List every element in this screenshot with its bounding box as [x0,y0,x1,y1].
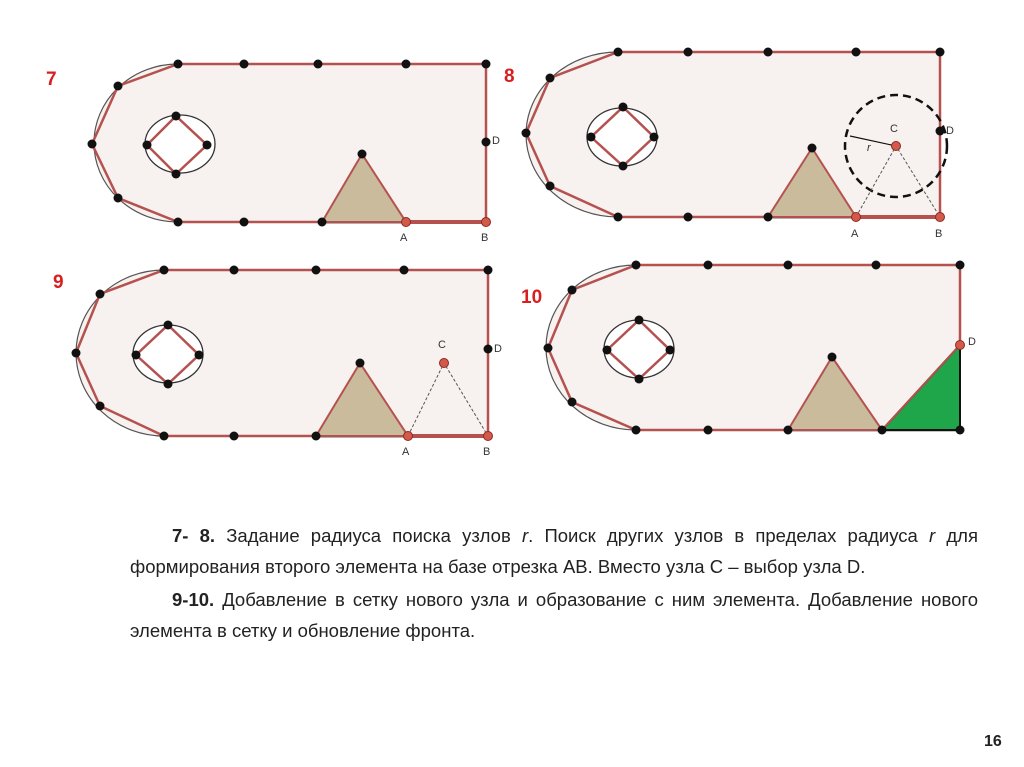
caption-p1-number: 7- 8. [172,525,216,546]
panel-7 [46,60,500,245]
panel-10 [521,261,976,435]
panel-8-node-c [892,142,901,151]
panel-9-label-a: A [402,446,410,458]
caption-p1-text-b: . Поиск других узлов в пределах радиуса [528,525,930,546]
panel-9 [53,266,502,459]
caption-p1-text-c: для формирования второго элемента на базе отрезка AB. Вместо узла C – выбор узла D. [130,525,978,577]
panel-8-number: 8 [504,66,515,87]
panel-9-label-d: D [494,343,502,355]
panel-9-number: 9 [53,272,64,293]
caption-p2-number: 9-10. [172,589,215,610]
panel-10-node-d [956,341,965,350]
panel-10-hole-circle [604,320,674,378]
caption [130,520,978,648]
panel-8-hole-circle [587,108,657,166]
panel-9-node-b [484,432,493,441]
panel-8-node-b [936,213,945,222]
panel-8-node-a [852,213,861,222]
panel-9-node-a [404,432,413,441]
panel-7-label-b: B [481,232,489,244]
panel-8-label-a: A [851,228,859,240]
caption-paragraph-2 [130,584,978,646]
caption-paragraph-1 [130,520,978,582]
panel-7-label-d: D [492,135,500,147]
slide-number: 16 [984,733,1002,750]
panel-8-label-r: r [867,142,871,154]
caption-p1-r: r [521,525,529,546]
panel-7-label-a: A [400,232,408,244]
panel-9-label-c: C [438,339,446,351]
panel-9-hole-circle [133,325,203,383]
caption-p1-r2: r [929,525,936,546]
caption-p2-text: Добавление в сетку нового узла и образование с ним элемента. Добавление нового элемента в сетку и обновление фронта. [130,589,978,641]
panel-10-label-d: D [968,336,976,348]
panel-8-label-c: C [890,123,898,135]
panel-7-number: 7 [46,69,57,90]
panel-10-number: 10 [521,287,543,308]
panel-9-node-c [440,359,449,368]
panel-8-label-b: B [935,228,943,240]
panel-7-node-a [402,218,411,227]
panel-8 [504,48,954,241]
panel-7-node-b [482,218,491,227]
caption-p1-text-a: Задание радиуса поиска узлов [215,525,522,546]
panel-9-label-b: B [483,446,491,458]
panel-8-label-d: D [946,125,954,137]
